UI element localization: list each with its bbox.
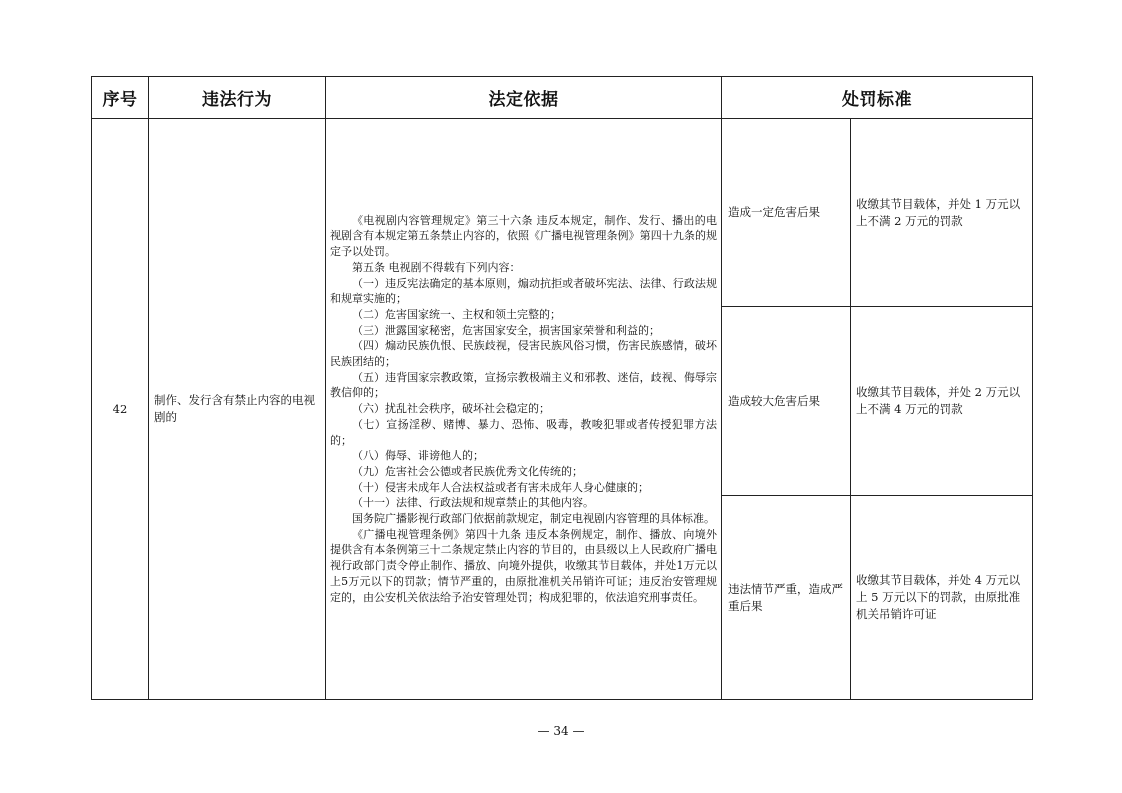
header-index: 序号	[92, 77, 149, 119]
penalty-standard: 收缴其节目载体，并处 2 万元以上不满 4 万元的罚款	[851, 307, 1033, 496]
basis-paragraph: （一）违反宪法确定的基本原则，煽动抗拒或者破坏宪法、法律、行政法规和规章实施的；	[330, 276, 717, 306]
penalty-circumstance: 造成一定危害后果	[722, 119, 851, 307]
basis-paragraph: （七）宣扬淫秽、赌博、暴力、恐怖、吸毒，教唆犯罪或者传授犯罪方法的；	[330, 417, 717, 447]
basis-paragraph: （十）侵害未成年人合法权益或者有害未成年人身心健康的；	[352, 480, 649, 494]
basis-paragraph: （三）泄露国家秘密，危害国家安全，损害国家荣誉和利益的；	[352, 323, 660, 337]
basis-paragraph: （五）违背国家宗教政策，宣扬宗教极端主义和邪教、迷信，歧视、侮辱宗教信仰的；	[330, 370, 717, 400]
header-basis: 法定依据	[326, 77, 722, 119]
basis-paragraph: （八）侮辱、诽谤他人的；	[352, 449, 484, 463]
basis-paragraph: 国务院广播影视行政部门依据前款规定，制定电视剧内容管理的具体标准。	[352, 512, 715, 526]
basis-paragraph: （九）危害社会公德或者民族优秀文化传统的；	[352, 464, 583, 478]
basis-paragraph: （二）危害国家统一、主权和领土完整的；	[352, 307, 561, 321]
row-act: 制作、发行含有禁止内容的电视剧的	[149, 119, 326, 700]
penalty-circumstance: 造成较大危害后果	[722, 307, 851, 496]
penalty-standard: 收缴其节目载体，并处 4 万元以上 5 万元以下的罚款，由原批准机关吊销许可证	[851, 496, 1033, 700]
basis-paragraph: 《广播电视管理条例》第四十九条 违反本条例规定，制作、播放、向境外提供含有本条例第三十二条规定禁止内容的节目的，由县级以上人民政府广播电视行政部门责令停止制作、播放、向境外提供，收缴其节目载体，并处1万元以上5万元以下的罚款；情节严重的，由原批准机关吊销许可证；违反治安管理规定的，由公安机关依法给予治安管理处罚；构成犯罪的，依法追究刑事责任。	[330, 527, 717, 604]
row-basis	[326, 119, 722, 700]
table-header-row	[92, 77, 1033, 119]
basis-paragraph: （四）煽动民族仇恨、民族歧视，侵害民族风俗习惯，伤害民族感情，破坏民族团结的；	[330, 339, 717, 369]
basis-paragraph: （十一）法律、行政法规和规章禁止的其他内容。	[352, 496, 594, 510]
basis-paragraph: （六）扰乱社会秩序，破坏社会稳定的；	[352, 402, 550, 416]
header-act: 违法行为	[149, 77, 326, 119]
table-row	[92, 119, 1033, 307]
row-index: 42	[92, 119, 149, 700]
penalty-table	[91, 76, 1033, 700]
page-number: — 34 —	[537, 724, 585, 738]
header-penalty: 处罚标准	[722, 77, 1033, 119]
penalty-circumstance: 违法情节严重，造成严重后果	[722, 496, 851, 700]
basis-paragraph: 第五条 电视剧不得载有下列内容：	[352, 260, 521, 274]
penalty-standard: 收缴其节目载体，并处 1 万元以上不满 2 万元的罚款	[851, 119, 1033, 307]
basis-paragraph: 《电视剧内容管理规定》第三十六条 违反本规定，制作、发行、播出的电视剧含有本规定第五条禁止内容的，依照《广播电视管理条例》第四十九条的规定予以处罚。	[330, 213, 717, 259]
